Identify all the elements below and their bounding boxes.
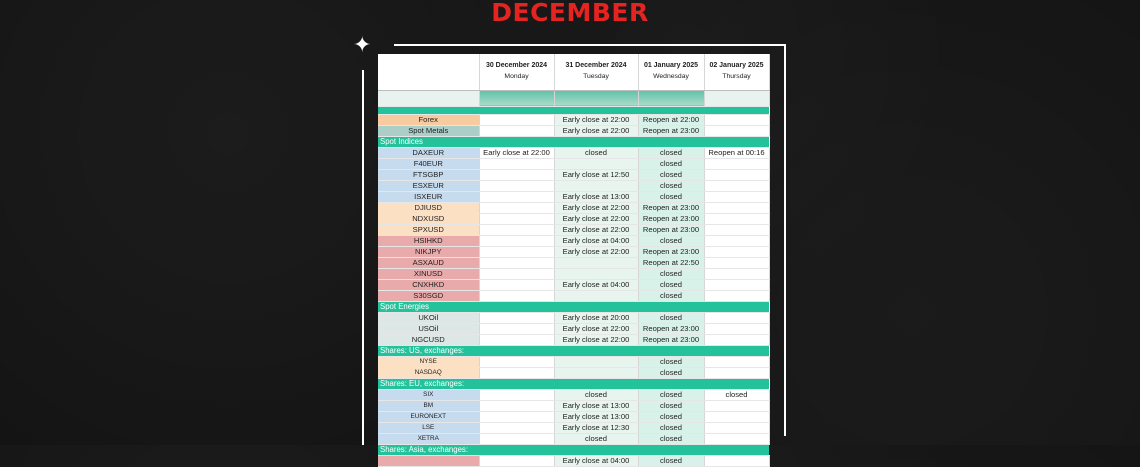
schedule-cell xyxy=(704,279,769,290)
table-row xyxy=(378,180,769,191)
symbol-cell: CNXHKD xyxy=(378,279,479,290)
schedule-cell xyxy=(704,125,769,136)
schedule-cell: Early close at 13:00 xyxy=(554,411,638,422)
schedule-cell xyxy=(479,158,554,169)
schedule-cell xyxy=(554,290,638,301)
symbol-cell: NDXUSD xyxy=(378,213,479,224)
schedule-cell xyxy=(704,290,769,301)
table-body xyxy=(378,106,769,466)
schedule-cell xyxy=(554,367,638,378)
schedule-cell: Early close at 12:30 xyxy=(554,422,638,433)
schedule-cell: Early close at 22:00 xyxy=(554,246,638,257)
header-date: 31 December 2024 xyxy=(565,62,627,70)
holiday-schedule-document xyxy=(378,54,770,465)
decorative-frame-top xyxy=(394,44,786,46)
symbol-cell: Spot Metals xyxy=(378,125,479,136)
table-row xyxy=(378,224,769,235)
schedule-cell: Early close at 22:00 xyxy=(479,147,554,158)
blurred-cell xyxy=(638,90,704,106)
schedule-cell xyxy=(704,235,769,246)
table-row xyxy=(378,290,769,301)
schedule-cell: closed xyxy=(638,158,704,169)
schedule-cell xyxy=(479,191,554,202)
symbol-cell: ASXAUD xyxy=(378,257,479,268)
schedule-cell: Reopen at 23:00 xyxy=(638,125,704,136)
symbol-cell: USOil xyxy=(378,323,479,334)
schedule-cell: closed xyxy=(638,235,704,246)
table-row xyxy=(378,323,769,334)
schedule-cell xyxy=(704,455,769,466)
schedule-cell: Reopen at 00:16 xyxy=(704,147,769,158)
header-weekday: Thursday xyxy=(722,73,751,81)
schedule-cell xyxy=(479,367,554,378)
schedule-cell: closed xyxy=(638,169,704,180)
group-label: Shares: Asia, exchanges: xyxy=(378,444,769,455)
symbol-cell: BM xyxy=(378,400,479,411)
symbol-cell: LSE xyxy=(378,422,479,433)
group-header-row xyxy=(378,106,769,114)
schedule-cell: closed xyxy=(638,191,704,202)
schedule-cell xyxy=(704,202,769,213)
schedule-cell: Early close at 12:50 xyxy=(554,169,638,180)
schedule-cell xyxy=(479,290,554,301)
symbol-cell: UKOil xyxy=(378,312,479,323)
table-row xyxy=(378,147,769,158)
table-row xyxy=(378,389,769,400)
schedule-cell: Early close at 22:00 xyxy=(554,125,638,136)
schedule-cell xyxy=(479,114,554,125)
schedule-cell: Reopen at 23:00 xyxy=(638,334,704,345)
symbol-cell: SIX xyxy=(378,389,479,400)
group-header-row xyxy=(378,345,769,356)
symbol-cell xyxy=(378,455,479,466)
table-row xyxy=(378,334,769,345)
table-row xyxy=(378,246,769,257)
header-date: 01 January 2025 xyxy=(643,62,699,70)
schedule-cell xyxy=(704,191,769,202)
schedule-cell: Early close at 13:00 xyxy=(554,400,638,411)
schedule-cell xyxy=(479,202,554,213)
schedule-cell: closed xyxy=(638,400,704,411)
schedule-cell: Reopen at 22:50 xyxy=(638,257,704,268)
schedule-cell xyxy=(554,268,638,279)
table-row xyxy=(378,257,769,268)
schedule-cell xyxy=(479,180,554,191)
schedule-cell: Early close at 04:00 xyxy=(554,235,638,246)
schedule-cell: Early close at 22:00 xyxy=(554,323,638,334)
schedule-cell: Reopen at 22:00 xyxy=(638,114,704,125)
symbol-cell: SPXUSD xyxy=(378,224,479,235)
symbol-cell: ESXEUR xyxy=(378,180,479,191)
schedule-cell xyxy=(479,268,554,279)
symbol-cell: HSIHKD xyxy=(378,235,479,246)
schedule-cell xyxy=(479,323,554,334)
schedule-cell xyxy=(704,422,769,433)
schedule-cell xyxy=(554,158,638,169)
header-weekday: Tuesday xyxy=(583,73,609,81)
schedule-cell xyxy=(479,213,554,224)
schedule-cell: closed xyxy=(554,147,638,158)
schedule-cell xyxy=(704,323,769,334)
symbol-cell: XINUSD xyxy=(378,268,479,279)
blurred-row xyxy=(378,90,769,106)
schedule-cell xyxy=(479,356,554,367)
symbol-cell: F40EUR xyxy=(378,158,479,169)
group-header-row xyxy=(378,301,769,312)
schedule-cell xyxy=(479,455,554,466)
header-date-cell xyxy=(554,54,638,90)
schedule-cell: Early close at 22:00 xyxy=(554,224,638,235)
table-row xyxy=(378,400,769,411)
symbol-cell: NYSE xyxy=(378,356,479,367)
schedule-cell xyxy=(479,433,554,444)
schedule-cell: closed xyxy=(638,411,704,422)
symbol-cell: EURONEXT xyxy=(378,411,479,422)
table-header-row xyxy=(378,54,769,90)
symbol-cell: NIKJPY xyxy=(378,246,479,257)
table-row xyxy=(378,268,769,279)
schedule-cell: closed xyxy=(638,290,704,301)
table-row xyxy=(378,455,769,466)
group-label: Spot Energies xyxy=(378,301,769,312)
schedule-cell xyxy=(479,257,554,268)
symbol-cell: NASDAQ xyxy=(378,367,479,378)
symbol-cell: FTSGBP xyxy=(378,169,479,180)
schedule-cell xyxy=(479,235,554,246)
schedule-cell: Reopen at 23:00 xyxy=(638,224,704,235)
schedule-cell: closed xyxy=(638,356,704,367)
decorative-frame-right xyxy=(784,44,786,436)
schedule-cell xyxy=(479,169,554,180)
schedule-cell: closed xyxy=(638,389,704,400)
schedule-cell xyxy=(704,334,769,345)
group-label: Shares: US, exchanges: xyxy=(378,345,769,356)
schedule-cell xyxy=(704,114,769,125)
header-date: 30 December 2024 xyxy=(485,62,548,70)
header-date-cell xyxy=(638,54,704,90)
symbol-cell: Forex xyxy=(378,114,479,125)
schedule-cell xyxy=(704,411,769,422)
schedule-cell: Reopen at 23:00 xyxy=(638,213,704,224)
symbol-cell: NGCUSD xyxy=(378,334,479,345)
schedule-cell xyxy=(704,213,769,224)
schedule-cell: Early close at 13:00 xyxy=(554,191,638,202)
schedule-cell xyxy=(704,312,769,323)
group-label xyxy=(378,106,769,114)
symbol-cell: XETRA xyxy=(378,433,479,444)
schedule-cell xyxy=(479,411,554,422)
schedule-cell: Early close at 20:00 xyxy=(554,312,638,323)
blurred-cell xyxy=(554,90,638,106)
schedule-cell xyxy=(704,356,769,367)
table-row xyxy=(378,279,769,290)
four-point-star-icon: ✦ xyxy=(353,32,372,57)
schedule-cell: closed xyxy=(554,389,638,400)
table-row xyxy=(378,158,769,169)
table-row xyxy=(378,114,769,125)
page-title: DECEMBER xyxy=(491,0,649,27)
schedule-cell xyxy=(479,224,554,235)
group-header-row xyxy=(378,378,769,389)
schedule-cell: Early close at 22:00 xyxy=(554,202,638,213)
symbol-cell: DJIUSD xyxy=(378,202,479,213)
schedule-cell xyxy=(704,180,769,191)
schedule-cell xyxy=(704,268,769,279)
schedule-cell: closed xyxy=(638,367,704,378)
schedule-cell xyxy=(479,422,554,433)
schedule-cell: Early close at 04:00 xyxy=(554,279,638,290)
header-date: 02 January 2025 xyxy=(709,62,764,70)
symbol-cell: S30SGD xyxy=(378,290,479,301)
schedule-cell xyxy=(704,224,769,235)
schedule-cell: Reopen at 23:00 xyxy=(638,246,704,257)
decorative-frame-left xyxy=(362,70,364,445)
schedule-cell xyxy=(704,246,769,257)
schedule-cell: closed xyxy=(638,312,704,323)
schedule-cell: Early close at 04:00 xyxy=(554,455,638,466)
table-row xyxy=(378,169,769,180)
schedule-cell: Early close at 22:00 xyxy=(554,334,638,345)
blurred-cell xyxy=(704,90,769,106)
schedule-cell: Reopen at 23:00 xyxy=(638,202,704,213)
table-row xyxy=(378,235,769,246)
table-row xyxy=(378,367,769,378)
holiday-schedule-table xyxy=(378,54,770,467)
table-row xyxy=(378,433,769,444)
header-date-cell xyxy=(479,54,554,90)
schedule-cell xyxy=(704,400,769,411)
table-row xyxy=(378,125,769,136)
schedule-cell xyxy=(704,169,769,180)
schedule-cell: closed xyxy=(638,422,704,433)
schedule-cell: Early close at 22:00 xyxy=(554,213,638,224)
symbol-cell: DAXEUR xyxy=(378,147,479,158)
table-row xyxy=(378,411,769,422)
blurred-cell xyxy=(479,90,554,106)
header-weekday: Wednesday xyxy=(653,73,689,81)
schedule-cell xyxy=(704,367,769,378)
schedule-cell xyxy=(479,279,554,290)
schedule-cell xyxy=(704,257,769,268)
group-header-row xyxy=(378,444,769,455)
table-row xyxy=(378,213,769,224)
schedule-cell: Reopen at 23:00 xyxy=(638,323,704,334)
schedule-cell: closed xyxy=(554,433,638,444)
header-weekday: Monday xyxy=(504,73,529,81)
schedule-cell xyxy=(554,356,638,367)
header-date-cell xyxy=(704,54,769,90)
schedule-cell: closed xyxy=(638,147,704,158)
table-row xyxy=(378,422,769,433)
header-symbol-cell xyxy=(378,54,479,90)
schedule-cell: closed xyxy=(704,389,769,400)
table-row xyxy=(378,202,769,213)
schedule-cell: Early close at 22:00 xyxy=(554,114,638,125)
schedule-cell xyxy=(479,400,554,411)
schedule-cell: closed xyxy=(638,433,704,444)
group-label: Shares: EU, exchanges: xyxy=(378,378,769,389)
schedule-cell xyxy=(704,158,769,169)
schedule-cell: closed xyxy=(638,180,704,191)
schedule-cell xyxy=(479,125,554,136)
table-row xyxy=(378,356,769,367)
schedule-cell xyxy=(479,334,554,345)
group-header-row xyxy=(378,136,769,147)
schedule-cell xyxy=(554,180,638,191)
schedule-cell xyxy=(479,312,554,323)
table-row xyxy=(378,191,769,202)
schedule-cell xyxy=(479,246,554,257)
schedule-cell: closed xyxy=(638,279,704,290)
schedule-cell: closed xyxy=(638,268,704,279)
symbol-cell: ISXEUR xyxy=(378,191,479,202)
blurred-cell xyxy=(378,90,479,106)
schedule-cell xyxy=(479,389,554,400)
group-label: Spot Indices xyxy=(378,136,769,147)
schedule-cell: closed xyxy=(638,455,704,466)
schedule-cell xyxy=(554,257,638,268)
table-row xyxy=(378,312,769,323)
schedule-cell xyxy=(704,433,769,444)
